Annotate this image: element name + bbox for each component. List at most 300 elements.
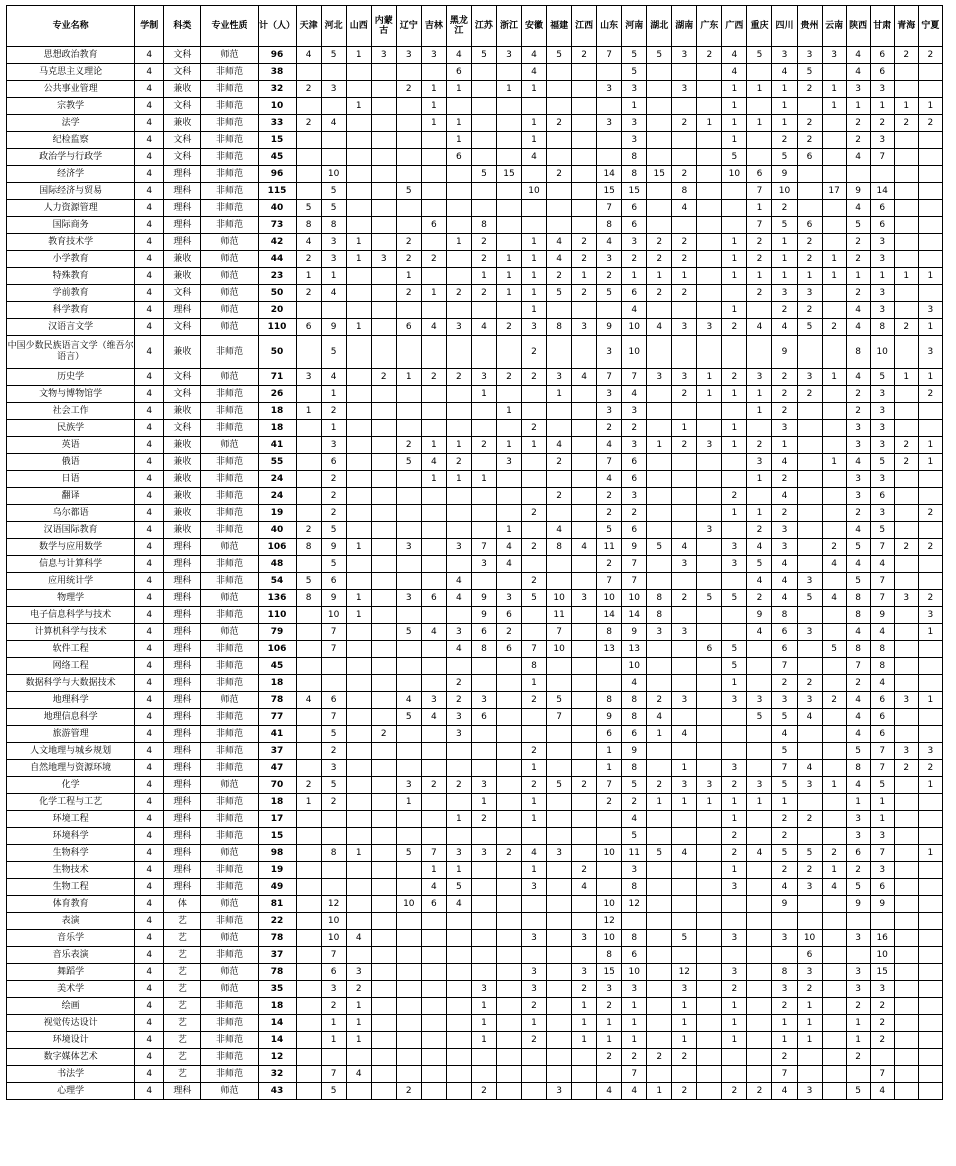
province-count-cell: 3 [722,879,747,896]
province-count-cell: 10 [622,658,647,675]
province-count-cell [647,828,672,845]
province-count-cell [346,624,371,641]
province-count-cell [747,760,772,777]
province-count-cell: 15 [622,183,647,200]
province-count-cell: 1 [747,115,772,132]
years-cell: 4 [135,471,164,488]
province-count-cell: 2 [894,319,918,336]
province-count-cell [572,709,597,726]
province-count-cell [572,828,597,845]
province-count-cell [918,641,942,658]
province-count-cell: 1 [870,794,894,811]
province-count-cell [747,1015,772,1032]
province-count-cell [296,845,321,862]
years-cell: 4 [135,115,164,132]
province-count-cell: 3 [722,556,747,573]
province-count-cell [522,624,547,641]
province-count-cell [797,454,822,471]
province-count-cell: 8 [522,658,547,675]
province-count-cell [647,1032,672,1049]
total-cell: 136 [258,590,296,607]
province-count-cell [396,149,421,166]
table-row [7,98,943,115]
province-count-cell [894,488,918,505]
province-count-cell [647,947,672,964]
province-count-cell: 8 [846,760,870,777]
province-count-cell: 2 [722,488,747,505]
province-count-cell [672,522,697,539]
nature-cell: 非师范 [201,132,258,149]
province-count-cell: 4 [846,64,870,81]
province-count-cell [747,947,772,964]
province-count-cell: 2 [822,539,846,556]
province-count-cell: 1 [522,234,547,251]
province-count-cell: 4 [846,302,870,319]
province-count-cell: 8 [597,947,622,964]
major-name-cell: 马克思主义理论 [7,64,135,81]
province-count-cell [647,573,672,590]
province-count-cell: 1 [722,1015,747,1032]
province-count-cell [697,1049,722,1066]
table-row [7,556,943,573]
province-count-cell [496,709,521,726]
province-count-cell: 1 [918,369,942,386]
province-count-cell [496,336,521,369]
province-count-cell: 4 [446,641,471,658]
province-count-cell [371,183,396,200]
province-count-cell [747,132,772,149]
major-name-cell: 民族学 [7,420,135,437]
province-count-cell [597,1066,622,1083]
province-count-cell: 3 [471,777,496,794]
province-count-cell [346,217,371,234]
header-province: 山西 [346,6,371,47]
province-count-cell: 3 [846,981,870,998]
years-cell: 4 [135,522,164,539]
province-count-cell: 6 [772,641,797,658]
province-count-cell: 2 [371,726,396,743]
table-row [7,505,943,522]
province-count-cell: 1 [496,522,521,539]
nature-cell: 非师范 [201,675,258,692]
province-count-cell [797,200,822,217]
header-total: 计（人） [258,6,296,47]
years-cell: 4 [135,1032,164,1049]
province-count-cell [894,505,918,522]
province-count-cell [471,420,496,437]
province-count-cell: 1 [722,251,747,268]
province-count-cell: 1 [747,471,772,488]
province-count-cell: 7 [321,641,346,658]
province-count-cell: 4 [772,590,797,607]
province-count-cell: 4 [296,47,321,64]
province-count-cell [471,1049,496,1066]
category-cell: 艺 [164,1049,201,1066]
province-count-cell [321,811,346,828]
nature-cell: 师范 [201,302,258,319]
nature-cell: 非师范 [201,1049,258,1066]
province-count-cell [471,183,496,200]
province-count-cell [296,1083,321,1100]
major-name-cell: 国际商务 [7,217,135,234]
province-count-cell: 10 [522,183,547,200]
province-count-cell [747,641,772,658]
province-count-cell [446,336,471,369]
category-cell: 理科 [164,862,201,879]
province-count-cell [446,268,471,285]
province-count-cell: 3 [797,777,822,794]
province-count-cell: 3 [870,828,894,845]
province-count-cell [371,420,396,437]
major-name-cell: 翻译 [7,488,135,505]
province-count-cell: 2 [846,505,870,522]
province-count-cell [522,166,547,183]
province-count-cell [471,675,496,692]
province-count-cell [396,1032,421,1049]
province-count-cell: 6 [421,217,446,234]
enrollment-plan-table [6,5,943,1100]
province-count-cell [547,964,572,981]
province-count-cell [296,675,321,692]
major-name-cell: 网络工程 [7,658,135,675]
total-cell: 78 [258,964,296,981]
province-count-cell [894,726,918,743]
province-count-cell [471,454,496,471]
province-count-cell [471,760,496,777]
nature-cell: 非师范 [201,166,258,183]
province-count-cell: 2 [870,1032,894,1049]
major-name-cell: 生物技术 [7,862,135,879]
province-count-cell: 4 [772,1083,797,1100]
province-count-cell: 6 [622,200,647,217]
years-cell: 4 [135,437,164,454]
table-row [7,403,943,420]
province-count-cell: 2 [697,47,722,64]
province-count-cell: 1 [722,811,747,828]
province-count-cell: 12 [321,896,346,913]
province-count-cell [396,930,421,947]
total-cell: 49 [258,879,296,896]
province-count-cell: 7 [471,539,496,556]
province-count-cell: 4 [846,319,870,336]
province-count-cell [446,183,471,200]
province-count-cell: 1 [647,437,672,454]
province-count-cell [822,794,846,811]
province-count-cell: 2 [522,1032,547,1049]
province-count-cell: 3 [846,488,870,505]
province-count-cell [396,166,421,183]
province-count-cell [722,896,747,913]
province-count-cell: 1 [496,268,521,285]
province-count-cell [918,522,942,539]
province-count-cell: 4 [421,624,446,641]
province-count-cell [672,607,697,624]
province-count-cell [396,556,421,573]
province-count-cell: 8 [622,930,647,947]
province-count-cell [572,454,597,471]
province-count-cell [722,1049,747,1066]
province-count-cell [346,556,371,573]
province-count-cell [697,420,722,437]
province-count-cell: 1 [722,505,747,522]
province-count-cell [296,828,321,845]
province-count-cell: 2 [672,234,697,251]
province-count-cell [647,964,672,981]
province-count-cell: 7 [772,760,797,777]
province-count-cell: 2 [597,794,622,811]
province-count-cell: 2 [894,454,918,471]
province-count-cell [371,64,396,81]
major-name-cell: 日语 [7,471,135,488]
province-count-cell: 12 [672,964,697,981]
province-count-cell [471,658,496,675]
province-count-cell: 3 [870,981,894,998]
province-count-cell: 2 [296,251,321,268]
province-count-cell [296,998,321,1015]
province-count-cell: 9 [772,336,797,369]
province-count-cell: 1 [747,505,772,522]
table-row [7,183,943,200]
province-count-cell: 1 [722,98,747,115]
province-count-cell: 7 [321,709,346,726]
province-count-cell [296,624,321,641]
major-name-cell: 地理信息科学 [7,709,135,726]
province-count-cell [396,862,421,879]
province-count-cell: 1 [918,437,942,454]
province-count-cell: 4 [547,251,572,268]
years-cell: 4 [135,692,164,709]
province-count-cell [421,1032,446,1049]
years-cell: 4 [135,777,164,794]
province-count-cell: 5 [797,319,822,336]
province-count-cell: 4 [396,692,421,709]
province-count-cell: 4 [772,319,797,336]
province-count-cell [647,879,672,896]
province-count-cell [371,692,396,709]
province-count-cell: 5 [722,658,747,675]
province-count-cell [396,336,421,369]
province-count-cell [496,420,521,437]
province-count-cell [496,386,521,403]
province-count-cell: 3 [597,403,622,420]
category-cell: 理科 [164,607,201,624]
province-count-cell [647,913,672,930]
province-count-cell [894,302,918,319]
province-count-cell: 2 [496,319,521,336]
table-row [7,336,943,369]
years-cell: 4 [135,573,164,590]
province-count-cell: 8 [846,590,870,607]
province-count-cell: 4 [870,675,894,692]
province-count-cell [396,505,421,522]
province-count-cell [572,794,597,811]
province-count-cell [421,488,446,505]
province-count-cell: 12 [622,896,647,913]
province-count-cell [421,302,446,319]
province-count-cell: 2 [772,862,797,879]
province-count-cell [346,658,371,675]
province-count-cell [797,913,822,930]
province-count-cell [421,420,446,437]
province-count-cell [471,1066,496,1083]
province-count-cell: 4 [622,386,647,403]
province-count-cell [371,539,396,556]
total-cell: 14 [258,1015,296,1032]
province-count-cell [672,641,697,658]
province-count-cell: 2 [522,420,547,437]
province-count-cell [918,998,942,1015]
province-count-cell [918,658,942,675]
province-count-cell: 10 [597,930,622,947]
province-count-cell: 6 [870,692,894,709]
years-cell: 4 [135,556,164,573]
province-count-cell: 15 [597,964,622,981]
province-count-cell [697,1083,722,1100]
province-count-cell: 10 [870,336,894,369]
province-count-cell [672,64,697,81]
province-count-cell: 1 [496,251,521,268]
province-count-cell [572,505,597,522]
province-count-cell [547,794,572,811]
category-cell: 艺 [164,981,201,998]
province-count-cell [918,675,942,692]
province-count-cell: 2 [894,437,918,454]
province-count-cell: 3 [396,777,421,794]
province-count-cell [522,200,547,217]
province-count-cell [572,1066,597,1083]
province-count-cell: 3 [421,692,446,709]
province-count-cell: 1 [346,47,371,64]
years-cell: 4 [135,760,164,777]
province-count-cell: 1 [522,132,547,149]
province-count-cell: 2 [772,471,797,488]
province-count-cell: 9 [321,319,346,336]
province-count-cell: 1 [346,319,371,336]
major-name-cell: 历史学 [7,369,135,386]
total-cell: 15 [258,828,296,845]
table-row [7,862,943,879]
province-count-cell [371,302,396,319]
nature-cell: 师范 [201,285,258,302]
province-count-cell: 2 [672,115,697,132]
province-count-cell [894,166,918,183]
province-count-cell [296,760,321,777]
province-count-cell [446,217,471,234]
province-count-cell: 4 [572,369,597,386]
province-count-cell [371,437,396,454]
province-count-cell [296,743,321,760]
province-count-cell: 5 [446,879,471,896]
province-count-cell: 1 [722,302,747,319]
province-count-cell [346,437,371,454]
table-row [7,607,943,624]
province-count-cell [296,964,321,981]
province-count-cell [894,403,918,420]
major-name-cell: 音乐表演 [7,947,135,964]
province-count-cell: 7 [870,743,894,760]
province-count-cell: 1 [522,794,547,811]
province-count-cell [822,132,846,149]
province-count-cell [522,522,547,539]
province-count-cell: 5 [396,709,421,726]
province-count-cell [772,947,797,964]
province-count-cell [396,64,421,81]
province-count-cell: 6 [446,149,471,166]
province-count-cell: 2 [572,981,597,998]
province-count-cell [572,726,597,743]
total-cell: 17 [258,811,296,828]
total-cell: 40 [258,200,296,217]
province-count-cell [296,709,321,726]
province-count-cell: 4 [597,471,622,488]
years-cell: 4 [135,166,164,183]
province-count-cell [346,454,371,471]
total-cell: 14 [258,1032,296,1049]
province-count-cell [396,573,421,590]
province-count-cell [647,760,672,777]
province-count-cell [697,64,722,81]
category-cell: 兼收 [164,403,201,420]
province-count-cell [697,285,722,302]
province-count-cell [797,743,822,760]
province-count-cell: 1 [918,319,942,336]
years-cell: 4 [135,913,164,930]
province-count-cell: 3 [597,981,622,998]
province-count-cell: 7 [772,658,797,675]
province-count-cell: 2 [572,251,597,268]
nature-cell: 非师范 [201,862,258,879]
table-row [7,1049,943,1066]
province-count-cell [697,336,722,369]
province-count-cell [894,573,918,590]
province-count-cell [647,98,672,115]
major-name-cell: 汉语言文学 [7,319,135,336]
table-row [7,709,943,726]
province-count-cell [446,913,471,930]
province-count-cell [697,234,722,251]
province-count-cell: 10 [597,896,622,913]
province-count-cell [346,947,371,964]
table-row [7,896,943,913]
nature-cell: 非师范 [201,879,258,896]
table-row [7,675,943,692]
header-major: 专业名称 [7,6,135,47]
years-cell: 4 [135,998,164,1015]
province-count-cell: 2 [471,285,496,302]
province-count-cell: 2 [918,47,942,64]
province-count-cell: 5 [647,845,672,862]
province-count-cell: 5 [846,879,870,896]
province-count-cell: 7 [597,369,622,386]
province-count-cell: 3 [672,624,697,641]
header-province: 四川 [772,6,797,47]
province-count-cell: 1 [822,98,846,115]
province-count-cell [894,1015,918,1032]
province-count-cell [421,607,446,624]
province-count-cell: 3 [622,488,647,505]
province-count-cell: 1 [522,760,547,777]
province-count-cell: 6 [797,149,822,166]
nature-cell: 非师范 [201,386,258,403]
total-cell: 78 [258,930,296,947]
province-count-cell [822,1066,846,1083]
years-cell: 4 [135,794,164,811]
province-count-cell: 9 [846,896,870,913]
province-count-cell [421,930,446,947]
province-count-cell [471,505,496,522]
province-count-cell [396,675,421,692]
years-cell: 4 [135,879,164,896]
